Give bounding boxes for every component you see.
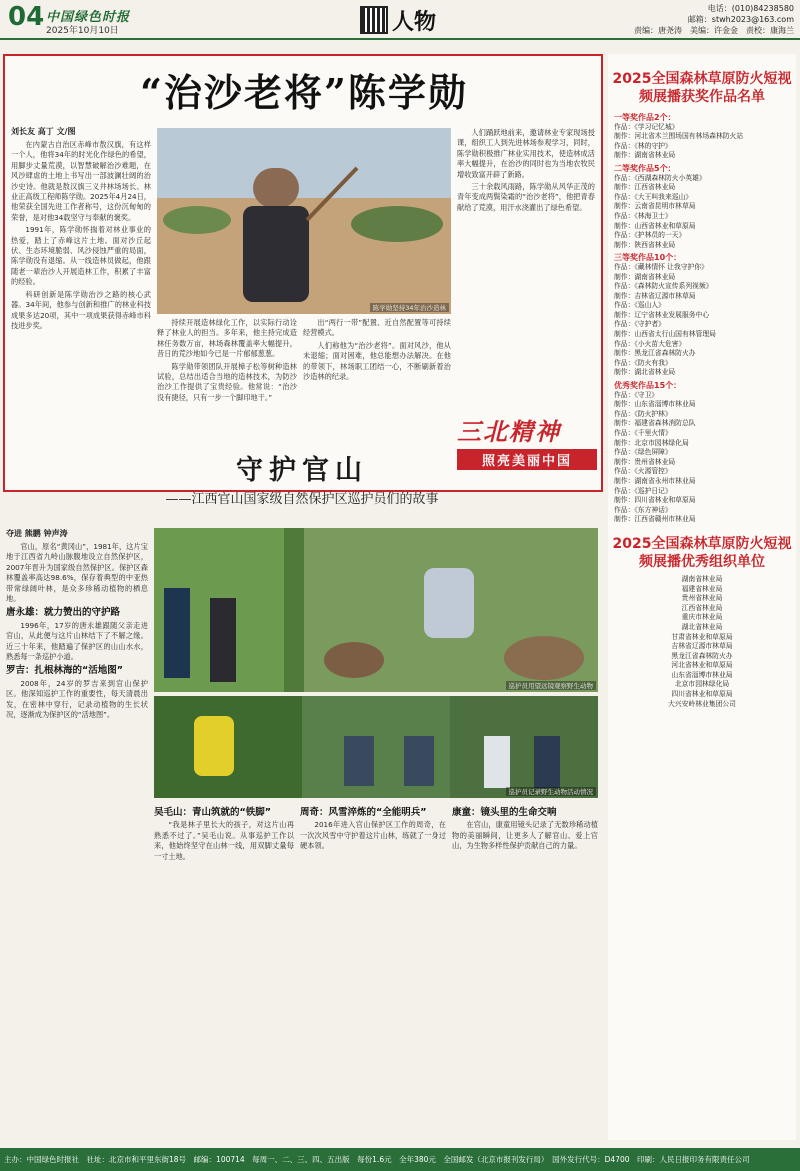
award-item: 作品：《大王叫我来巡山》 <box>614 192 693 201</box>
award-item: 制作：云南省昆明市林草局 <box>614 202 696 211</box>
masthead-contacts <box>634 3 794 36</box>
award-item: 作品：《守卫》 <box>614 390 659 399</box>
subhead: 吴毛山：青山筑就的“铁脚” <box>154 807 271 818</box>
org-item: 福建省林业局 <box>681 584 723 593</box>
org-item: 大兴安岭林业集团公司 <box>668 699 736 708</box>
award-sidebar <box>608 54 796 1140</box>
award-item: 制作：北京市园林绿化局 <box>614 438 689 447</box>
paragraph: 三十余载风雨路，陈学勋从风华正茂的青年变成两鬓染霜的“治沙老将”，他把青春献给了荒漠，用汗水浇灌出了绿色希望。 <box>457 182 595 212</box>
org-item: 湖南省林业局 <box>681 574 723 583</box>
paragraph: 持续开展造林绿化工作，以实际行动诠释了林业人的担当。多年来，他主持完成造林任务数万亩，林场森林覆盖率大幅提升，昔日的荒沙地如今已是一片郁郁葱葱。 <box>157 318 297 359</box>
org-item: 黑龙江省森林防火办 <box>671 651 733 660</box>
award-item: 制作：河北省木兰围场国有林场森林防火站 <box>614 132 744 141</box>
award-item: 制作：江西省林业局 <box>614 183 676 192</box>
subhead: 唐永雄：就力赞出的守护路 <box>6 607 121 619</box>
paragraph: 出“两行一带”配置、近自然配置等可持续经营模式。 <box>303 318 451 338</box>
slogan-top: 三北精神 <box>457 417 561 446</box>
org-item: 四川省林业和草原局 <box>671 690 733 699</box>
paragraph: 2008年，24岁的罗吉来到官山保护区。他深知巡护工作的重要性，每天清晨出发，在密林中穿行，记录动植物的生长状况，逐渐成为保护区的“活地图”。 <box>6 678 148 720</box>
feature-1-headline: “治沙老将”陈学勋 <box>140 70 468 115</box>
feature-1-byline: 刘长友 高丁 文/图 <box>11 127 76 136</box>
award-group-heading: 优秀奖作品15个： <box>614 381 682 391</box>
award-item: 作品：《森林防火宣传系列视频》 <box>614 282 713 291</box>
award-item: 制作：江西省赣州市林业局 <box>614 515 696 524</box>
award-group-heading: 二等奖作品5个： <box>614 163 676 173</box>
org-item: 湖北省林业局 <box>681 622 723 631</box>
phone: 电话：(010)84238580 <box>707 4 794 13</box>
award-item: 制作：陕西省林业局 <box>614 240 676 249</box>
paragraph: 2016年进入官山保护区工作的周奇，在一次次风雪中守护着这片山林，练就了一身过硬本领。 <box>300 820 446 851</box>
award-list-title: 2025全国森林草原防火短视频展播获奖作品名单 <box>612 71 792 105</box>
org-item: 河北省林业和草原局 <box>671 661 733 670</box>
award-item: 制作：湖南省林业局 <box>614 272 676 281</box>
feature-2-photo-top <box>154 528 598 692</box>
award-item: 制作：福建省森林消防总队 <box>614 419 696 428</box>
paragraph: 人们称他为“治沙老将”。面对风沙，他从未退缩；面对困难，他总能想办法解决。在他的带领下，林场职工团结一心，不断刷新着治沙造林的纪录。 <box>303 340 451 382</box>
award-group-heading: 三等奖作品10个： <box>614 253 682 263</box>
award-item: 制作：贵州省林业局 <box>614 457 676 466</box>
award-list <box>608 113 796 525</box>
org-item: 重庆市林业局 <box>681 613 723 622</box>
org-item: 山东省淄博市林业局 <box>671 670 733 679</box>
subhead: 康童：镜头里的生命交响 <box>452 807 557 818</box>
feature-1-photo <box>157 128 451 314</box>
award-item: 作品：《林的守护》 <box>614 141 672 150</box>
slogan-bottom: 照亮美丽中国 <box>457 449 597 470</box>
paragraph: 陈学勋带领团队开展樟子松等树种造林试验，总结出适合当地的造林技术，为防沙治沙工作提供了宝贵经验。他常说：“治沙没有捷径，只有一步一个脚印地干。” <box>157 361 297 402</box>
feature-2-col-1 <box>6 542 148 1142</box>
feature-2-photo-mid <box>154 696 598 798</box>
paragraph: 1996年，17岁的唐永雄跟随父亲走进官山，从此便与这片山林结下了不解之缘。近三十年来，他踏遍了保护区的山山水水，熟悉每一条巡护小道。 <box>6 620 148 662</box>
award-item: 制作：四川省林业和草原局 <box>614 496 696 505</box>
award-item: 制作：湖南省永州市林业局 <box>614 476 696 485</box>
feature-2-photo-top-caption: 巡护员用望远镜观察野生动物 <box>506 681 597 690</box>
award-item: 制作：山东省淄博市林业局 <box>614 400 696 409</box>
award-group-heading: 一等奖作品2个： <box>614 113 676 122</box>
paragraph: 人们踊跃地前来，邀请林业专家现场授课，组织工人到先进林场参观学习，同时，陈学勋积极推广林业实用技术，使造林成活率大幅提升，在治沙的同时也为当地农牧民增收致富开辟了新路。 <box>457 128 595 179</box>
feature-1-photo-caption: 陈学勋坚持34年治沙造林 <box>370 303 449 312</box>
award-item: 作品：《千里火情》 <box>614 429 672 437</box>
org-item: 北京市园林绿化局 <box>674 680 730 689</box>
paragraph: 1991年，陈学勋怀揣着对林业事业的热爱，踏上了赤峰这片土地。面对沙丘起伏、生态环境脆弱、风沙侵蚀严重的局面，陈学勋没有退缩。从一线造林员做起，他跟随老一辈治沙人开展造林工作，积累了丰富的经验。 <box>11 225 151 287</box>
award-item: 作品：《巡护日记》 <box>614 486 672 495</box>
award-item: 作品：《林海卫士》 <box>614 211 672 220</box>
award-item: 制作：辽宁省林业发展服务中心 <box>614 310 710 319</box>
award-item: 制作：湖南省林业局 <box>614 151 676 160</box>
footer: 主办：中国绿色时报社 社址：北京市和平里东街18号 邮编：100714 每周一、二、三、四、五出版 每份1.6元 全年380元 全国邮发（北京市报刊发行局） 国外发行代号：D4700 印刷：人民日报印务有限责任公司 <box>0 1148 800 1171</box>
qr-code-icon <box>360 6 388 34</box>
page-number: 04 <box>8 2 45 32</box>
paragraph: “我是林子里长大的孩子，对这片山再熟悉不过了。”吴毛山说。从事巡护工作以来，他始终坚守在山林一线，用双脚丈量每一寸土地。 <box>154 820 294 861</box>
award-item: 作品：《绿色屏障》 <box>614 448 672 457</box>
award-item: 作品：《东方神话》 <box>614 505 672 514</box>
org-item: 江西省林业局 <box>681 603 723 612</box>
award-item: 作品：《小火苗大危害》 <box>614 339 686 348</box>
editors: 责编：唐尧涛 美编：许金金 责校：康海兰 <box>634 26 794 35</box>
feature-1-col-4 <box>457 128 595 404</box>
feature-2-photo-mid-caption: 巡护员记录野生动物活动情况 <box>506 787 597 796</box>
paper-name: 中国绿色时报 <box>46 10 131 25</box>
paragraph: 在内蒙古自治区赤峰市敖汉旗，有这样一个人，他将34年的时光化作绿色的希望，用脚步丈量荒漠，以智慧破解治沙难题，在风沙肆虐的土地上书写出一部波澜壮阔的治沙史诗。他就是敖汉旗三义井林场场长、林业正高级工程师陈学勋。2025年4月24日，他荣获全国先进工作者称号，这份沉甸甸的荣誉，是对他34载坚守与奉献的褒奖。 <box>11 140 151 222</box>
feature-1-photo-image <box>157 128 451 314</box>
feature-2-col-2 <box>154 804 294 1142</box>
section-title: 人物 <box>392 9 437 35</box>
award-item: 作品：《西湖森林防火小英雄》 <box>614 173 706 182</box>
subhead: 罗吉：扎根林海的“活地图” <box>6 665 123 677</box>
award-item: 制作：山西省林业和草原局 <box>614 221 696 230</box>
award-item: 作品：《防火护林》 <box>614 409 672 418</box>
award-item: 作品：《藏林情怀 让我守护你》 <box>614 262 708 271</box>
paragraph: 在官山，康童用镜头记录了无数珍稀动植物的美丽瞬间，让更多人了解官山、爱上官山，为生物多样性保护贡献自己的力量。 <box>452 820 598 851</box>
award-item: 作品：《防火有我》 <box>614 358 672 367</box>
award-item: 作品：《火源管控》 <box>614 467 672 476</box>
paragraph: 科研创新是陈学勋治沙之路的核心武器。34年间，他参与创新和推广的林业科技成果多达20项，其中一项成果获得赤峰市科技进步奖。 <box>11 289 151 330</box>
award-item: 制作：黑龙江省森林防火办 <box>614 349 696 358</box>
feature-2-col-3 <box>300 804 446 1142</box>
feature-2-photo-mid-image <box>154 696 598 798</box>
email: 邮箱：stwh2023@163.com <box>687 15 794 24</box>
award-item: 制作：吉林省辽源市林草局 <box>614 291 696 300</box>
feature-2-col-4 <box>452 804 598 1142</box>
org-item: 甘肃省林业和草原局 <box>671 632 733 641</box>
masthead <box>0 0 800 40</box>
feature-2-subtitle: ——江西官山国家级自然保护区巡护员们的故事 <box>165 492 439 507</box>
award-item: 制作：湖北省林业局 <box>614 368 676 377</box>
org-item: 吉林省辽源市林草局 <box>671 642 733 651</box>
org-list-title: 2025全国森林草原防火短视频展播优秀组织单位 <box>612 535 792 570</box>
award-item: 作品：《巡山人》 <box>614 301 665 310</box>
feature-2-headline: 守护官山 <box>236 455 368 486</box>
feature-1-box <box>3 54 603 492</box>
subhead: 周奇：风雪淬炼的“全能明兵” <box>300 807 427 818</box>
org-item: 贵州省林业局 <box>681 594 723 603</box>
award-item: 作品：《护林员的一天》 <box>614 231 686 240</box>
award-item: 作品：《学习记忆城》 <box>614 122 679 131</box>
org-list <box>608 575 796 709</box>
paragraph: 官山，原名“黄冈山”，1981年，这片宝地于江西省九岭山脉腹地设立自然保护区，2007年晋升为国家级自然保护区。保护区森林覆盖率高达98.6%，保存着典型的中亚热带常绿阔叶林，是众多珍稀动植物的栖息地。 <box>6 542 148 604</box>
feature-2-byline: 夺进 熊鹏 钟声涛 <box>6 529 68 538</box>
award-item: 制作：山西省太行山国有林管理局 <box>614 330 716 339</box>
paper-date: 2025年10月10日 <box>46 26 119 36</box>
award-item: 作品：《守护者》 <box>614 320 665 329</box>
feature-1-col-1 <box>11 140 151 480</box>
feature-2-photo-top-image <box>154 528 598 692</box>
